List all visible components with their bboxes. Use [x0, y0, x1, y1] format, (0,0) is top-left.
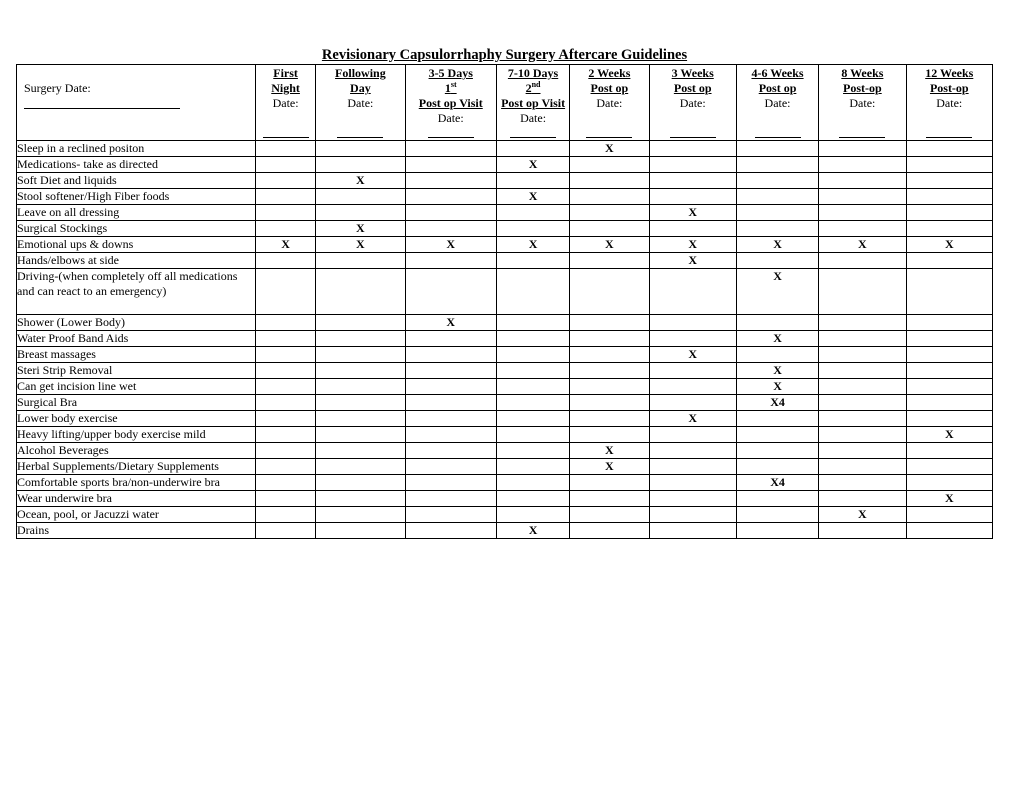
mark-cell: X [649, 346, 736, 362]
table-row [17, 426, 993, 442]
mark-cell [405, 506, 496, 522]
mark-cell [496, 410, 569, 426]
mark-cell: X [316, 173, 405, 189]
mark-cell [906, 141, 992, 157]
mark-cell: X [496, 189, 569, 205]
mark-cell [649, 506, 736, 522]
table-row [17, 205, 993, 221]
row-label: Lower body exercise [17, 410, 256, 426]
mark-cell [255, 269, 315, 315]
mark-cell [736, 346, 818, 362]
mark-cell [906, 189, 992, 205]
mark-cell [570, 490, 649, 506]
mark-cell [819, 269, 906, 315]
mark-cell [906, 173, 992, 189]
date-blank [337, 137, 383, 138]
mark-cell [316, 378, 405, 394]
table-row [17, 269, 993, 315]
table-row [17, 330, 993, 346]
mark-cell [496, 346, 569, 362]
mark-cell [906, 442, 992, 458]
table-row [17, 458, 993, 474]
mark-cell [255, 221, 315, 237]
mark-cell [255, 253, 315, 269]
row-label: Shower (Lower Body) [17, 314, 256, 330]
mark-cell [255, 346, 315, 362]
row-label: Driving-(when completely off all medications and can react to an emergency) [17, 269, 256, 315]
mark-cell [316, 522, 405, 538]
row-label: Can get incision line wet [17, 378, 256, 394]
mark-cell: X [570, 442, 649, 458]
mark-cell [496, 221, 569, 237]
mark-cell [819, 173, 906, 189]
table-row [17, 346, 993, 362]
mark-cell [736, 442, 818, 458]
row-label: Drains [17, 522, 256, 538]
col-8-weeks: 8 Weeks Post-op Date: [819, 65, 906, 141]
mark-cell [649, 426, 736, 442]
mark-cell [255, 522, 315, 538]
col-7-10-days: 7-10 Days 2nd Post op Visit Date: [496, 65, 569, 141]
mark-cell: X [570, 141, 649, 157]
date-blank [263, 137, 309, 138]
mark-cell [649, 458, 736, 474]
mark-cell [570, 157, 649, 173]
mark-cell [649, 330, 736, 346]
mark-cell [496, 426, 569, 442]
mark-cell: X4 [736, 394, 818, 410]
row-label: Medications- take as directed [17, 157, 256, 173]
mark-cell: X [570, 237, 649, 253]
mark-cell [405, 221, 496, 237]
mark-cell [316, 141, 405, 157]
mark-cell: X [906, 426, 992, 442]
mark-cell: X [316, 237, 405, 253]
mark-cell [819, 253, 906, 269]
table-row [17, 362, 993, 378]
row-label: Stool softener/High Fiber foods [17, 189, 256, 205]
mark-cell [570, 173, 649, 189]
row-label: Comfortable sports bra/non-underwire bra [17, 474, 256, 490]
table-row [17, 442, 993, 458]
table-row [17, 490, 993, 506]
mark-cell [819, 378, 906, 394]
table-row [17, 157, 993, 173]
mark-cell [819, 189, 906, 205]
col-2-weeks: 2 Weeks Post op Date: [570, 65, 649, 141]
mark-cell: X [736, 330, 818, 346]
mark-cell [570, 394, 649, 410]
mark-cell [736, 189, 818, 205]
mark-cell [316, 490, 405, 506]
row-label: Sleep in a reclined positon [17, 141, 256, 157]
mark-cell [316, 506, 405, 522]
table-row [17, 378, 993, 394]
aftercare-table [16, 64, 993, 539]
mark-cell: X [649, 205, 736, 221]
mark-cell [570, 253, 649, 269]
mark-cell [316, 157, 405, 173]
mark-cell [255, 506, 315, 522]
mark-cell: X [255, 237, 315, 253]
mark-cell [496, 474, 569, 490]
mark-cell [496, 442, 569, 458]
mark-cell: X [405, 237, 496, 253]
date-blank [670, 137, 716, 138]
mark-cell [255, 205, 315, 221]
mark-cell [736, 426, 818, 442]
mark-cell: X [819, 506, 906, 522]
mark-cell [819, 474, 906, 490]
mark-cell [649, 362, 736, 378]
mark-cell [496, 173, 569, 189]
col-3-5-days: 3-5 Days 1st Post op Visit Date: [405, 65, 496, 141]
row-label: Ocean, pool, or Jacuzzi water [17, 506, 256, 522]
date-blank [428, 137, 474, 138]
mark-cell [736, 173, 818, 189]
mark-cell [405, 330, 496, 346]
mark-cell [496, 253, 569, 269]
row-label: Water Proof Band Aids [17, 330, 256, 346]
mark-cell [496, 378, 569, 394]
mark-cell [819, 141, 906, 157]
mark-cell: X [906, 237, 992, 253]
mark-cell [819, 458, 906, 474]
row-label: Surgical Stockings [17, 221, 256, 237]
mark-cell [405, 442, 496, 458]
table-row [17, 394, 993, 410]
table-row [17, 237, 993, 253]
mark-cell [736, 157, 818, 173]
mark-cell [649, 269, 736, 315]
mark-cell: X [649, 410, 736, 426]
mark-cell [255, 394, 315, 410]
mark-cell [496, 362, 569, 378]
mark-cell [906, 410, 992, 426]
row-label: Leave on all dressing [17, 205, 256, 221]
col-first-night: First Night Date: [255, 65, 315, 141]
mark-cell [819, 362, 906, 378]
mark-cell [496, 141, 569, 157]
mark-cell [570, 474, 649, 490]
mark-cell [906, 205, 992, 221]
mark-cell [316, 362, 405, 378]
mark-cell [736, 490, 818, 506]
row-label: Herbal Supplements/Dietary Supplements [17, 458, 256, 474]
mark-cell [736, 221, 818, 237]
mark-cell [405, 362, 496, 378]
mark-cell [736, 253, 818, 269]
mark-cell [906, 157, 992, 173]
row-label: Breast massages [17, 346, 256, 362]
date-blank [755, 137, 801, 138]
mark-cell [496, 330, 569, 346]
mark-cell [736, 205, 818, 221]
col-3-weeks: 3 Weeks Post op Date: [649, 65, 736, 141]
surgery-date-cell [17, 65, 256, 141]
mark-cell [316, 458, 405, 474]
mark-cell [316, 442, 405, 458]
mark-cell: X [570, 458, 649, 474]
mark-cell [649, 189, 736, 205]
mark-cell [819, 426, 906, 442]
mark-cell [819, 442, 906, 458]
mark-cell [316, 410, 405, 426]
row-label: Surgical Bra [17, 394, 256, 410]
mark-cell [819, 410, 906, 426]
mark-cell [649, 141, 736, 157]
date-blank [926, 137, 972, 138]
mark-cell [649, 221, 736, 237]
mark-cell [649, 157, 736, 173]
mark-cell [906, 474, 992, 490]
row-label: Steri Strip Removal [17, 362, 256, 378]
mark-cell [570, 506, 649, 522]
mark-cell [496, 314, 569, 330]
mark-cell [405, 346, 496, 362]
mark-cell: X [736, 237, 818, 253]
mark-cell [906, 394, 992, 410]
mark-cell [570, 189, 649, 205]
mark-cell [316, 346, 405, 362]
mark-cell [819, 157, 906, 173]
mark-cell [906, 522, 992, 538]
mark-cell [255, 474, 315, 490]
table-row [17, 221, 993, 237]
mark-cell: X [736, 269, 818, 315]
mark-cell [570, 314, 649, 330]
mark-cell [255, 442, 315, 458]
mark-cell [316, 426, 405, 442]
mark-cell: X [649, 253, 736, 269]
mark-cell [736, 458, 818, 474]
mark-cell [819, 394, 906, 410]
row-label: Emotional ups & downs [17, 237, 256, 253]
mark-cell [496, 205, 569, 221]
mark-cell [316, 253, 405, 269]
mark-cell [649, 378, 736, 394]
mark-cell [405, 269, 496, 315]
mark-cell [906, 221, 992, 237]
mark-cell [906, 378, 992, 394]
mark-cell [649, 522, 736, 538]
mark-cell [736, 141, 818, 157]
table-row [17, 314, 993, 330]
mark-cell [316, 474, 405, 490]
row-label: Wear underwire bra [17, 490, 256, 506]
mark-cell [649, 442, 736, 458]
mark-cell: X [736, 378, 818, 394]
mark-cell: X [316, 221, 405, 237]
mark-cell [255, 410, 315, 426]
mark-cell [405, 189, 496, 205]
mark-cell [570, 221, 649, 237]
mark-cell: X [649, 237, 736, 253]
mark-cell [316, 205, 405, 221]
mark-cell [316, 394, 405, 410]
mark-cell [255, 426, 315, 442]
mark-cell [496, 506, 569, 522]
mark-cell [906, 253, 992, 269]
mark-cell [819, 314, 906, 330]
date-blank [510, 137, 556, 138]
mark-cell [255, 157, 315, 173]
mark-cell [255, 173, 315, 189]
mark-cell [906, 362, 992, 378]
table-body [17, 141, 993, 539]
table-row [17, 141, 993, 157]
mark-cell [649, 394, 736, 410]
mark-cell: X [496, 157, 569, 173]
mark-cell [649, 314, 736, 330]
surgery-date-blank [24, 108, 180, 109]
mark-cell: X [736, 362, 818, 378]
mark-cell [570, 330, 649, 346]
mark-cell [255, 378, 315, 394]
mark-cell [649, 490, 736, 506]
mark-cell: X [405, 314, 496, 330]
mark-cell [570, 346, 649, 362]
table-row [17, 189, 993, 205]
row-label: Alcohol Beverages [17, 442, 256, 458]
mark-cell [255, 189, 315, 205]
mark-cell [819, 522, 906, 538]
mark-cell: X [819, 237, 906, 253]
mark-cell: X4 [736, 474, 818, 490]
mark-cell [906, 269, 992, 315]
mark-cell [255, 141, 315, 157]
mark-cell [570, 410, 649, 426]
mark-cell [405, 157, 496, 173]
surgery-date-label: Surgery Date: [24, 81, 91, 95]
date-blank [586, 137, 632, 138]
mark-cell [819, 490, 906, 506]
mark-cell [405, 253, 496, 269]
mark-cell [570, 522, 649, 538]
table-row [17, 506, 993, 522]
mark-cell [570, 205, 649, 221]
date-blank [839, 137, 885, 138]
mark-cell [906, 314, 992, 330]
mark-cell [405, 474, 496, 490]
mark-cell [906, 346, 992, 362]
col-following-day: Following Day Date: [316, 65, 405, 141]
mark-cell [736, 506, 818, 522]
mark-cell [255, 458, 315, 474]
row-label: Soft Diet and liquids [17, 173, 256, 189]
mark-cell [496, 394, 569, 410]
mark-cell [570, 426, 649, 442]
mark-cell [736, 522, 818, 538]
mark-cell [405, 410, 496, 426]
mark-cell [405, 426, 496, 442]
mark-cell [255, 490, 315, 506]
mark-cell [255, 362, 315, 378]
mark-cell [819, 205, 906, 221]
table-row [17, 474, 993, 490]
mark-cell [649, 173, 736, 189]
mark-cell [819, 221, 906, 237]
mark-cell [405, 173, 496, 189]
table-row [17, 522, 993, 538]
row-label: Hands/elbows at side [17, 253, 256, 269]
mark-cell [819, 346, 906, 362]
mark-cell: X [906, 490, 992, 506]
mark-cell [906, 458, 992, 474]
mark-cell [255, 330, 315, 346]
mark-cell [906, 506, 992, 522]
mark-cell [255, 314, 315, 330]
mark-cell [906, 330, 992, 346]
mark-cell [316, 189, 405, 205]
header-row [17, 65, 993, 141]
table-row [17, 253, 993, 269]
mark-cell [405, 141, 496, 157]
mark-cell [570, 378, 649, 394]
mark-cell [570, 269, 649, 315]
mark-cell [496, 269, 569, 315]
mark-cell [496, 458, 569, 474]
table-row [17, 410, 993, 426]
mark-cell [405, 458, 496, 474]
mark-cell [819, 330, 906, 346]
mark-cell [570, 362, 649, 378]
mark-cell [649, 474, 736, 490]
mark-cell [316, 314, 405, 330]
mark-cell [736, 410, 818, 426]
mark-cell [316, 269, 405, 315]
table-row [17, 173, 993, 189]
mark-cell [405, 205, 496, 221]
mark-cell [496, 490, 569, 506]
mark-cell: X [496, 237, 569, 253]
mark-cell [405, 522, 496, 538]
col-4-6-weeks: 4-6 Weeks Post op Date: [736, 65, 818, 141]
mark-cell [405, 378, 496, 394]
document-title: Revisionary Capsulorrhaphy Surgery Aftercare Guidelines [321, 47, 688, 63]
mark-cell [316, 330, 405, 346]
mark-cell [405, 490, 496, 506]
mark-cell [405, 394, 496, 410]
row-label: Heavy lifting/upper body exercise mild [17, 426, 256, 442]
mark-cell: X [496, 522, 569, 538]
col-12-weeks: 12 Weeks Post-op Date: [906, 65, 992, 141]
mark-cell [736, 314, 818, 330]
